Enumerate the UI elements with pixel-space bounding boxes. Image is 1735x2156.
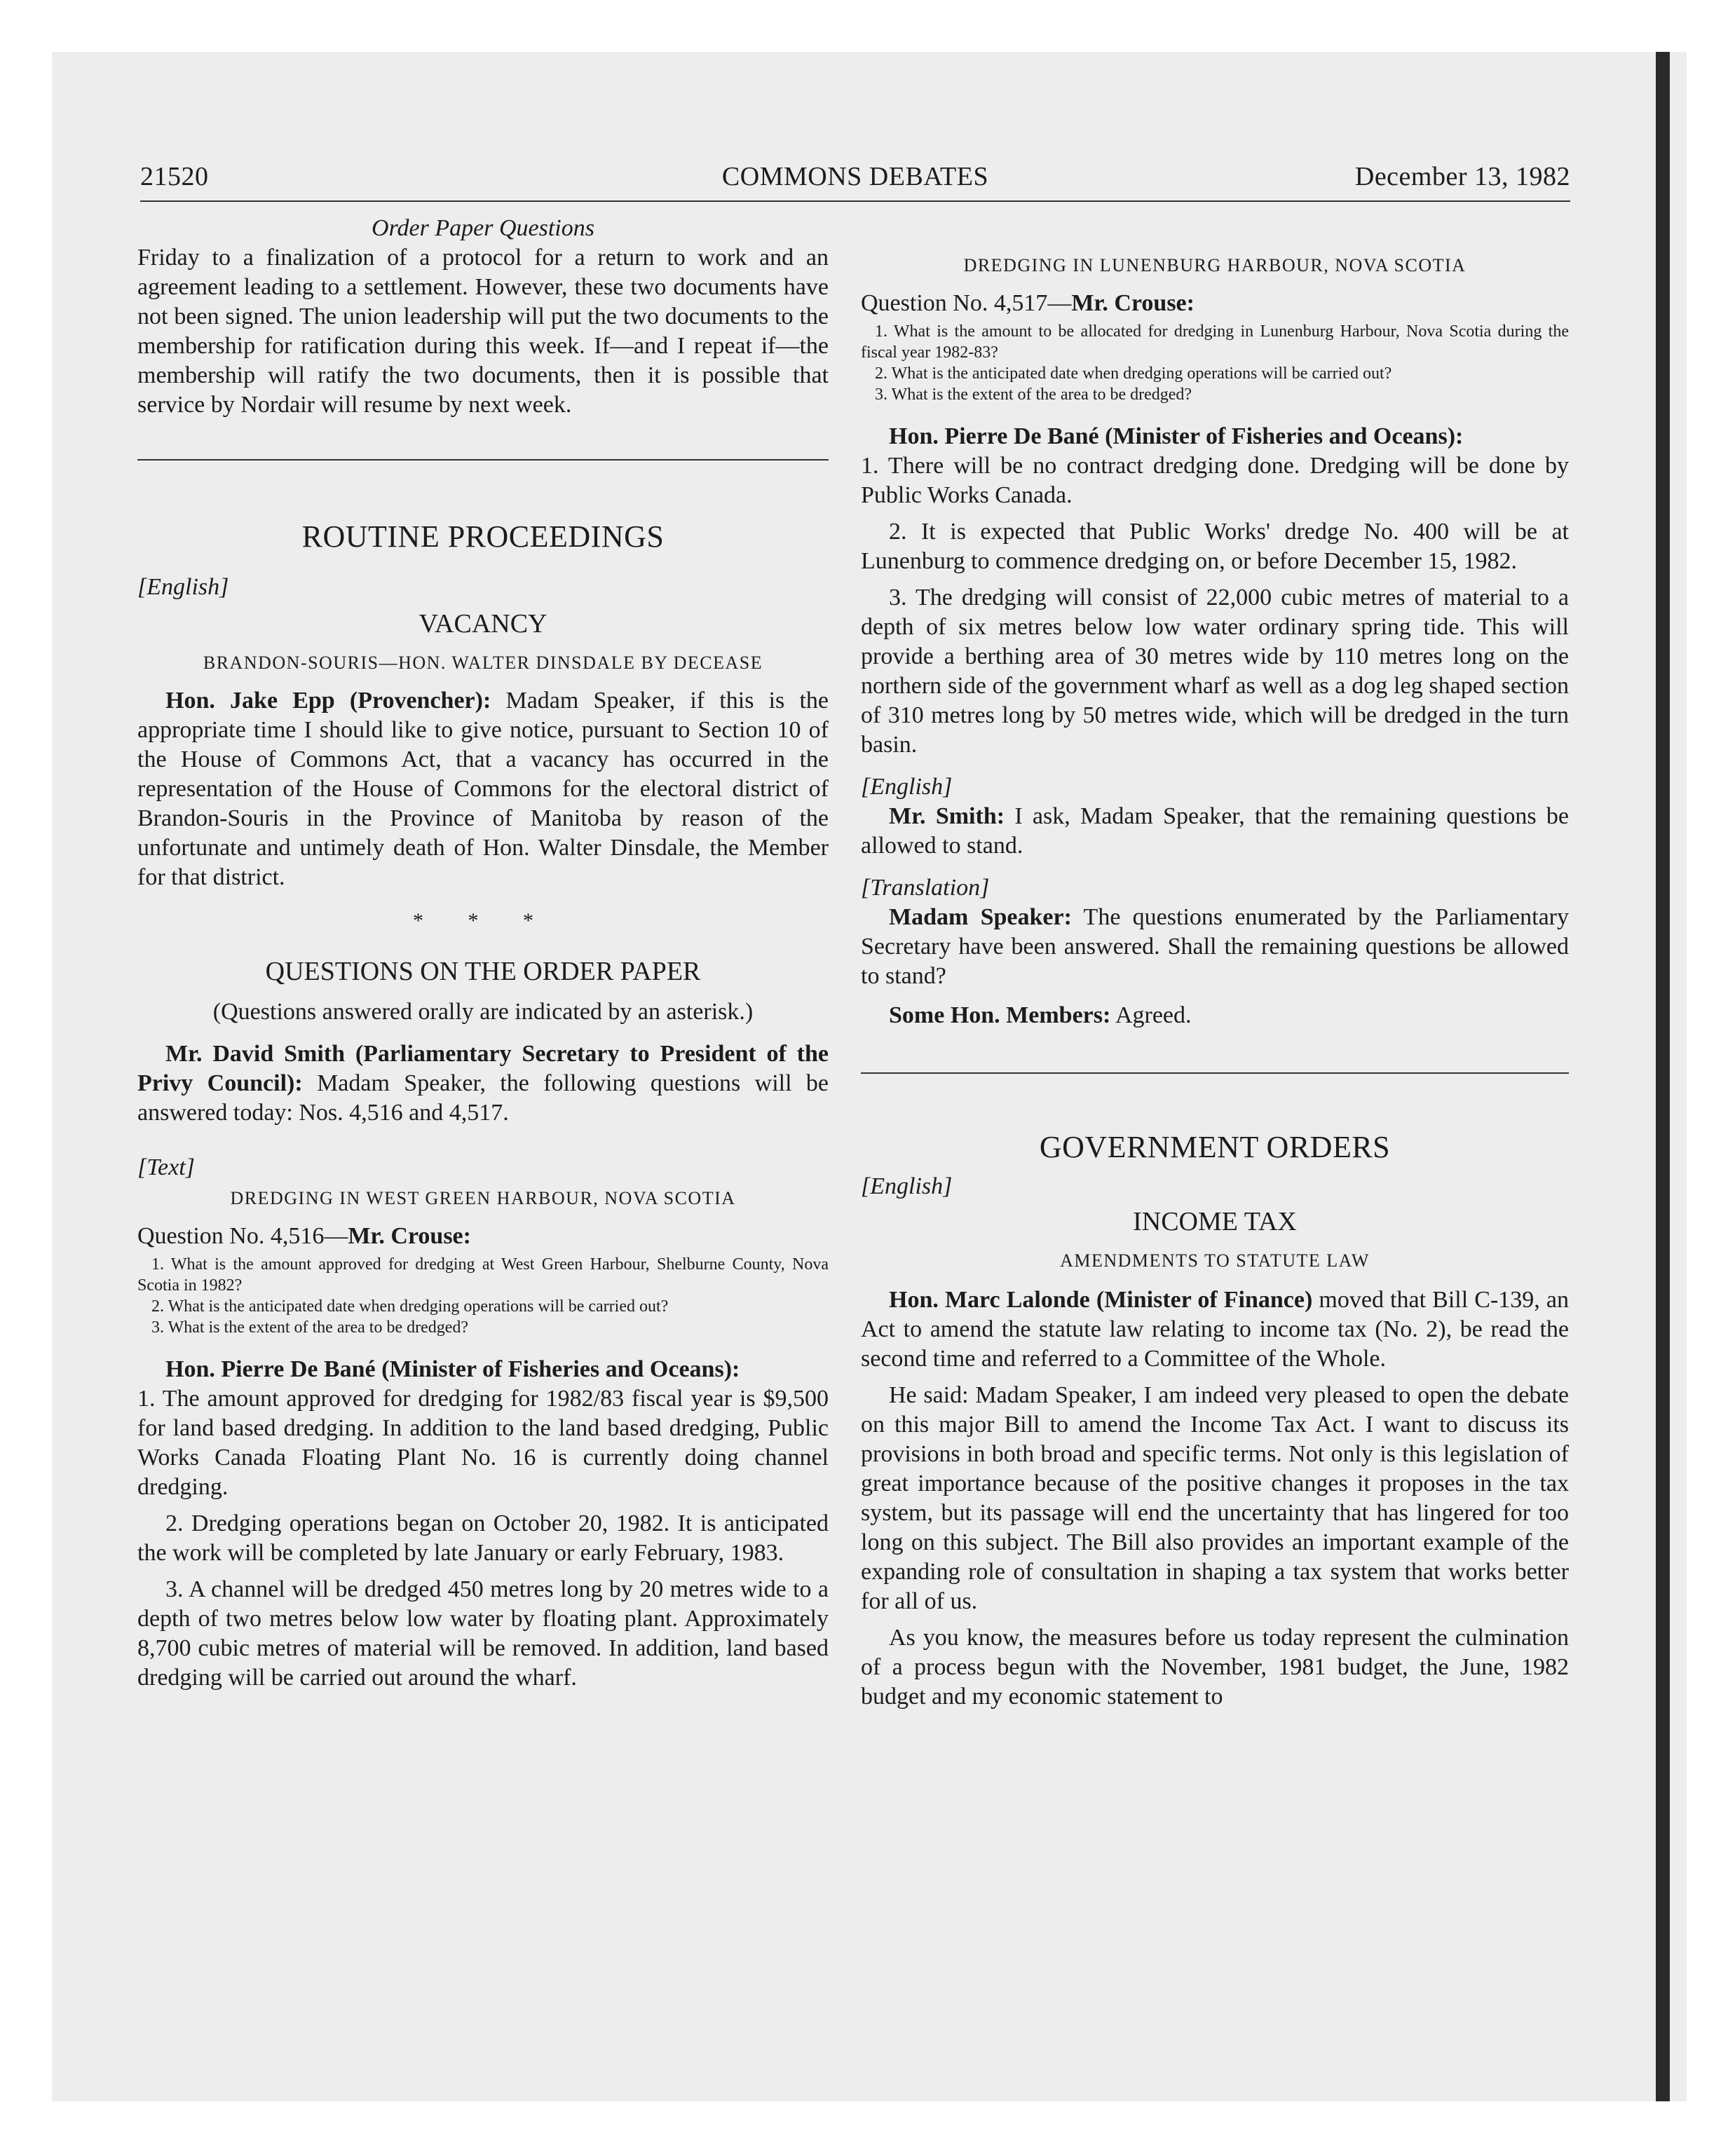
language-marker-english: [English] xyxy=(137,574,229,600)
intro-paragraph: Friday to a finalization of a protocol for a return to work and an agreement leading to a settlement. However, these two documents have not been signed. The union leadership will put the two documents to the membership for ratification during this week. If—and I repeat if—the membership will ratify the two documents, then it is possible that service by Nordair will resume by next week. xyxy=(137,245,829,418)
page-binding-edge xyxy=(1656,52,1670,2101)
speaker-name: Hon. Pierre De Bané (Minister of Fisheries and Oceans): xyxy=(165,1356,740,1382)
statement-text: moved that Bill C-139, an Act to amend the statute law relating to income tax (No. 2), be read the second time and referred to a Committee of the Whole. xyxy=(861,1287,1569,1372)
language-marker-english: [English] xyxy=(861,774,953,800)
madam-speaker-statement xyxy=(861,903,1569,991)
question-item: 1. What is the amount to be allocated for dredging in Lunenburg Harbour, Nova Scotia during the fiscal year 1982-83? xyxy=(861,322,1569,362)
epp-statement xyxy=(137,686,829,892)
page-date: December 13, 1982 xyxy=(1354,162,1570,191)
question-number xyxy=(861,289,1569,318)
question-item: 1. What is the amount approved for dredging at West Green Harbour, Shelburne County, Nova Scotia in 1982? xyxy=(137,1255,829,1295)
speaker-name: Some Hon. Members: xyxy=(889,1002,1111,1028)
question-number xyxy=(137,1222,829,1251)
right-column xyxy=(861,251,1569,1719)
question-item: 2. What is the anticipated date when dredging operations will be carried out? xyxy=(875,364,1392,383)
publication-title: COMMONS DEBATES xyxy=(721,162,989,191)
answer-item: 1. There will be no contract dredging done. Dredging will be done by Public Works Canada. xyxy=(861,453,1569,508)
section-rule xyxy=(137,459,829,460)
question-title: DREDGING IN LUNENBURG HARBOUR, NOVA SCOTIA xyxy=(963,255,1467,275)
speaker-name: Hon. Jake Epp (Provencher): xyxy=(165,688,491,714)
language-marker-translation: [Translation] xyxy=(861,875,990,901)
speech-paragraph: As you know, the measures before us today represent the culmination of a process begun with the November, 1981 budget, the June, 1982 budget and my economic statement to xyxy=(861,1625,1569,1710)
answer-speaker xyxy=(137,1355,829,1384)
section-separator-stars: * * * xyxy=(413,909,553,932)
left-column xyxy=(137,214,829,1700)
question-label: Question No. 4,516— xyxy=(137,1223,348,1249)
routine-proceedings-title: ROUTINE PROCEEDINGS xyxy=(301,519,665,554)
smith-request xyxy=(861,802,1569,861)
statement-text: Madam Speaker, the following questions will be answered today: Nos. 4,516 and 4,517. xyxy=(137,1070,829,1126)
statement-text: Madam Speaker, if this is the appropriate time I should like to give notice, pursuant to Section 10 of the House of Commons Act, that a vacancy has occurred in the representation of the House of Commons for the electoral district of Brandon-Souris in the Province of Manitoba by reason of the unfortunate and untimely death of Hon. Walter Dinsdale, the Member for that district. xyxy=(137,688,829,890)
question-title: DREDGING IN WEST GREEN HARBOUR, NOVA SCOTIA xyxy=(230,1188,736,1208)
speaker-name: Mr. David Smith (Parliamentary Secretary to President of the Privy Council): xyxy=(137,1041,829,1096)
speech-paragraph: He said: Madam Speaker, I am indeed very pleased to open the debate on this major Bill to amend the Income Tax Act. I want to discuss its provisions in both broad and specific terms. Not only is this legislation of great importance because of the positive changes it proposes in the tax system, but its passage will end the uncertainty that has lingered for too long on this subject. The Bill also provides an important example of the expanding role of consultation in shaping a tax system that works better for all of us. xyxy=(861,1382,1569,1614)
members-response xyxy=(861,1001,1569,1030)
question-asker: Mr. Crouse: xyxy=(1071,290,1195,316)
page-header xyxy=(140,161,1570,202)
smith-statement xyxy=(137,1039,829,1128)
speaker-name: Mr. Smith: xyxy=(889,803,1005,829)
section-rule xyxy=(861,1072,1569,1074)
statement-text: The questions enumerated by the Parliamentary Secretary have been answered. Shall the remaining questions be allowed to stand? xyxy=(861,904,1569,989)
questions-title: QUESTIONS ON THE ORDER PAPER xyxy=(265,957,701,986)
government-orders-title: GOVERNMENT ORDERS xyxy=(1039,1130,1391,1164)
language-marker-english: [English] xyxy=(861,1173,953,1199)
questions-note: (Questions answered orally are indicated by an asterisk.) xyxy=(212,999,754,1025)
page-number: 21520 xyxy=(140,162,209,191)
question-item: 3. What is the extent of the area to be dredged? xyxy=(875,386,1192,404)
income-tax-title: INCOME TAX xyxy=(1133,1207,1297,1236)
speaker-name: Hon. Marc Lalonde (Minister of Finance) xyxy=(889,1287,1313,1313)
answer-item: 2. Dredging operations began on October 20, 1982. It is anticipated the work will be completed by late January or early February, 1983. xyxy=(137,1510,829,1566)
question-item: 3. What is the extent of the area to be dredged? xyxy=(151,1318,469,1337)
vacancy-title: VACANCY xyxy=(419,609,547,639)
question-asker: Mr. Crouse: xyxy=(348,1223,471,1249)
statement-text: I ask, Madam Speaker, that the remaining questions be allowed to stand. xyxy=(861,803,1569,859)
answer-item: 2. It is expected that Public Works' dredge No. 400 will be at Lunenburg to commence dredging on, or before December 15, 1982. xyxy=(861,519,1569,574)
language-marker-text: [Text] xyxy=(137,1154,195,1180)
lalonde-motion xyxy=(861,1285,1569,1374)
question-label: Question No. 4,517— xyxy=(861,290,1072,316)
answer-speaker xyxy=(861,422,1569,451)
vacancy-subtitle: BRANDON-SOURIS—HON. WALTER DINSDALE BY DECEASE xyxy=(203,653,763,673)
question-item: 2. What is the anticipated date when dredging operations will be carried out? xyxy=(151,1297,669,1316)
statement-text: Agreed. xyxy=(1110,1002,1192,1028)
speaker-name: Hon. Pierre De Bané (Minister of Fisheries and Oceans): xyxy=(889,423,1464,449)
answer-item: 1. The amount approved for dredging for 1982/83 fiscal year is $9,500 for land based dredging. In addition to the land based dredging, Public Works Canada Floating Plant No. 16 is currently doing channel dredging. xyxy=(137,1386,829,1500)
answer-item: 3. A channel will be dredged 450 metres long by 20 metres wide to a depth of two metres below low water by floating plant. Approximately 8,700 cubic metres of material will be removed. In addition, land based dredging will be carried out around the wharf. xyxy=(137,1576,829,1691)
answer-item: 3. The dredging will consist of 22,000 cubic metres of material to a depth of six metres below low water ordinary spring tide. This will provide a berthing area of 30 metres wide by 110 metres long on the northern side of the government wharf as well as a dog leg shaped section of 310 metres long by 50 metres wide, which will be dredged in the turn basin. xyxy=(861,585,1569,758)
running-head: Order Paper Questions xyxy=(372,215,594,241)
speaker-name: Madam Speaker: xyxy=(889,904,1072,930)
header-rule xyxy=(140,200,1570,202)
income-tax-subtitle: AMENDMENTS TO STATUTE LAW xyxy=(1060,1250,1370,1271)
